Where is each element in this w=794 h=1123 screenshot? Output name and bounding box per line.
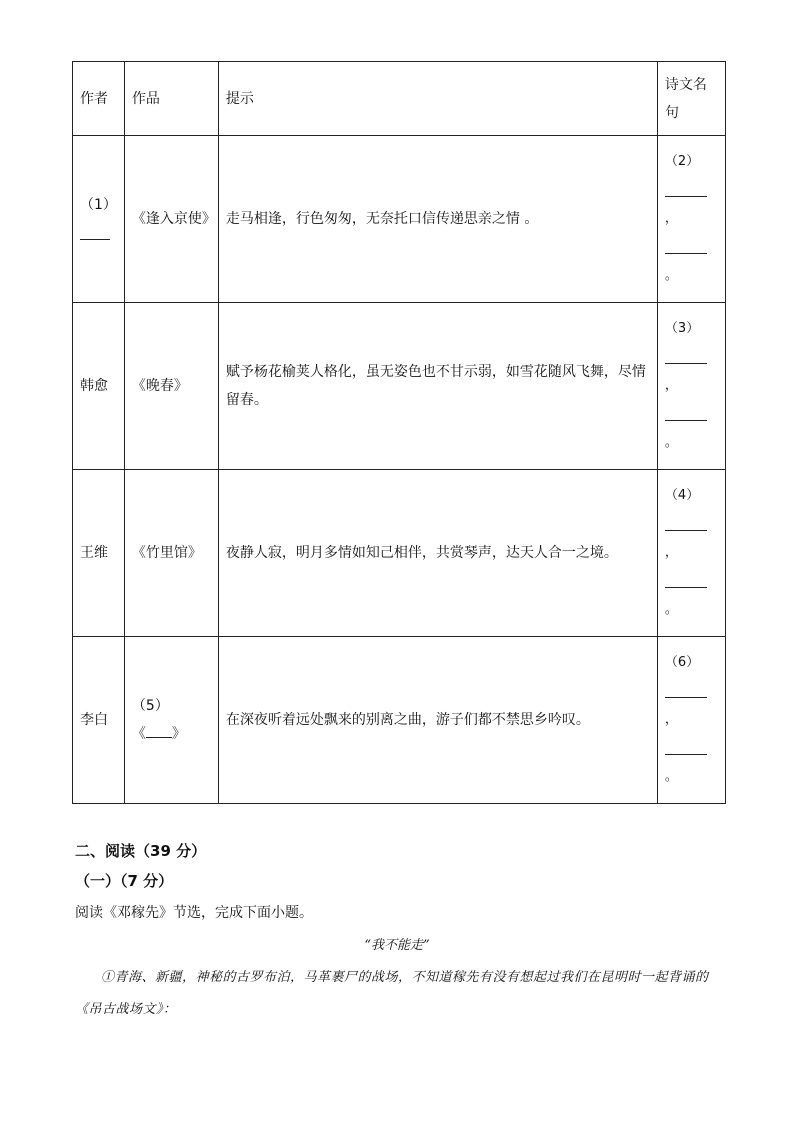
- hint-cell: 走马相逢，行色匆匆，无奈托口信传递思亲之情 。: [218, 136, 657, 303]
- work-blank[interactable]: [146, 723, 172, 738]
- table-header-row: [73, 62, 726, 136]
- quote-cell: [657, 470, 725, 637]
- quote-blank-2[interactable]: [665, 736, 707, 755]
- quote-blank-1[interactable]: [665, 679, 707, 698]
- author-blank[interactable]: [80, 221, 110, 240]
- hint-cell: 赋予杨花榆荚人格化，虽无姿色也不甘示弱，如雪花随风飞舞，尽情留春。: [218, 303, 657, 470]
- quote-comma: ，: [664, 712, 678, 727]
- author-cell: [73, 136, 125, 303]
- quote-number: （6）: [664, 655, 700, 670]
- passage-paragraph: ①青海、新疆，神秘的古罗布泊，马革裹尸的战场，不知道稼先有没有想起过我们在昆明时一起背诵的《吊古战场文》：: [75, 970, 709, 1017]
- quote-period: 。: [664, 268, 678, 283]
- quote-number: （3）: [664, 321, 700, 336]
- work-title-blank: [132, 720, 211, 748]
- quote-comma: ，: [664, 545, 678, 560]
- work-cell: 《竹里馆》: [124, 470, 218, 637]
- quote-blank-2[interactable]: [665, 569, 707, 588]
- quote-blank-2[interactable]: [665, 235, 707, 254]
- quote-blank-1[interactable]: [665, 512, 707, 531]
- table-row: [73, 637, 726, 804]
- quote-blank-1[interactable]: [665, 345, 707, 364]
- author-cell: 王维: [73, 470, 125, 637]
- subsection-title: （一）（7 分）: [75, 872, 174, 890]
- quote-period: 。: [664, 435, 678, 450]
- work-number: （5）: [131, 698, 169, 714]
- quote-blank-2[interactable]: [665, 402, 707, 421]
- section-title: 二、阅读（39 分）: [75, 842, 207, 860]
- quote-cell: [657, 136, 725, 303]
- work-cell: 《逢入京使》: [124, 136, 218, 303]
- quote-period: 。: [664, 602, 678, 617]
- author-cell: 韩愈: [73, 303, 125, 470]
- author-cell: 李白: [73, 637, 125, 804]
- header-hint: 提示: [218, 62, 657, 136]
- header-work: 作品: [124, 62, 218, 136]
- quote-blank-1[interactable]: [665, 178, 707, 197]
- open-quote-mark: 《: [131, 726, 146, 742]
- passage-title: “我不能走”: [364, 938, 430, 953]
- hint-cell: 在深夜听着远处飘来的别离之曲，游子们都不禁思乡吟叹。: [218, 637, 657, 804]
- hint-cell: 夜静人寂，明月多情如知己相伴，共赏琴声，达天人合一之境。: [218, 470, 657, 637]
- reading-instruction: 阅读《邓稼先》节选，完成下面小题。: [75, 905, 313, 921]
- quote-cell: [657, 637, 725, 804]
- quote-comma: ，: [664, 211, 678, 226]
- table-row: [73, 303, 726, 470]
- header-author: 作者: [73, 62, 125, 136]
- table-row: [73, 470, 726, 637]
- quote-cell: [657, 303, 725, 470]
- author-number: （1）: [80, 196, 117, 213]
- quote-number: （4）: [664, 488, 700, 503]
- work-cell: [124, 637, 218, 804]
- quote-number: （2）: [664, 154, 700, 169]
- poetry-table: [72, 61, 726, 804]
- header-quote: 诗文名句: [657, 62, 725, 136]
- quote-comma: ，: [664, 378, 678, 393]
- work-cell: 《晚春》: [124, 303, 218, 470]
- table-row: [73, 136, 726, 303]
- close-quote-mark: 》: [171, 726, 186, 742]
- quote-period: 。: [664, 769, 678, 784]
